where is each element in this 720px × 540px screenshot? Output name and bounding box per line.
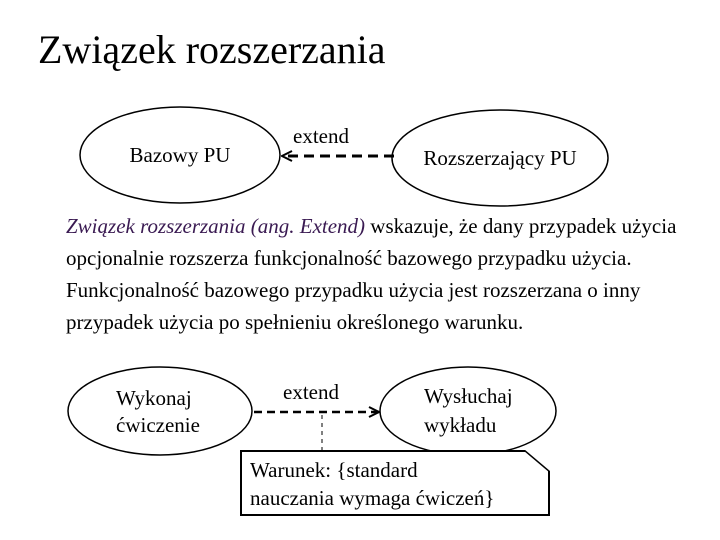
- note-folded-corner-icon: [524, 450, 550, 472]
- description-paragraph: [66, 210, 686, 338]
- top-extend-label: extend: [293, 124, 349, 148]
- condition-note[interactable]: [240, 450, 550, 516]
- right-use-case-label-line1: Wysłuchaj: [424, 384, 513, 408]
- extending-use-case-label: Rozszerzający PU: [423, 146, 577, 170]
- right-use-case-label-line2: wykładu: [424, 413, 497, 437]
- left-use-case-label-line2: ćwiczenie: [116, 413, 200, 437]
- left-use-case-label-line1: Wykonaj: [116, 386, 192, 410]
- bottom-extend-label: extend: [283, 380, 339, 404]
- slide-title: Związek rozszerzania: [38, 27, 386, 72]
- left-use-case-ellipse[interactable]: [68, 367, 252, 455]
- description-text: wskazuje, że dany przypadek użycia opcjonalnie rozszerza funkcjonalność bazowego przypadku użycia. Funkcjonalność bazowego przypadku użycia jest rozszerzana o inny przypadek użycia po spełnieniu określonego warunku.: [66, 214, 677, 334]
- base-use-case-label: Bazowy PU: [129, 143, 231, 167]
- note-line-1: Warunek: {standard: [250, 458, 418, 482]
- right-use-case-ellipse[interactable]: [380, 367, 556, 455]
- description-term: Związek rozszerzania (ang. Extend): [66, 214, 366, 238]
- note-line-2: nauczania wymaga ćwiczeń}: [250, 486, 495, 510]
